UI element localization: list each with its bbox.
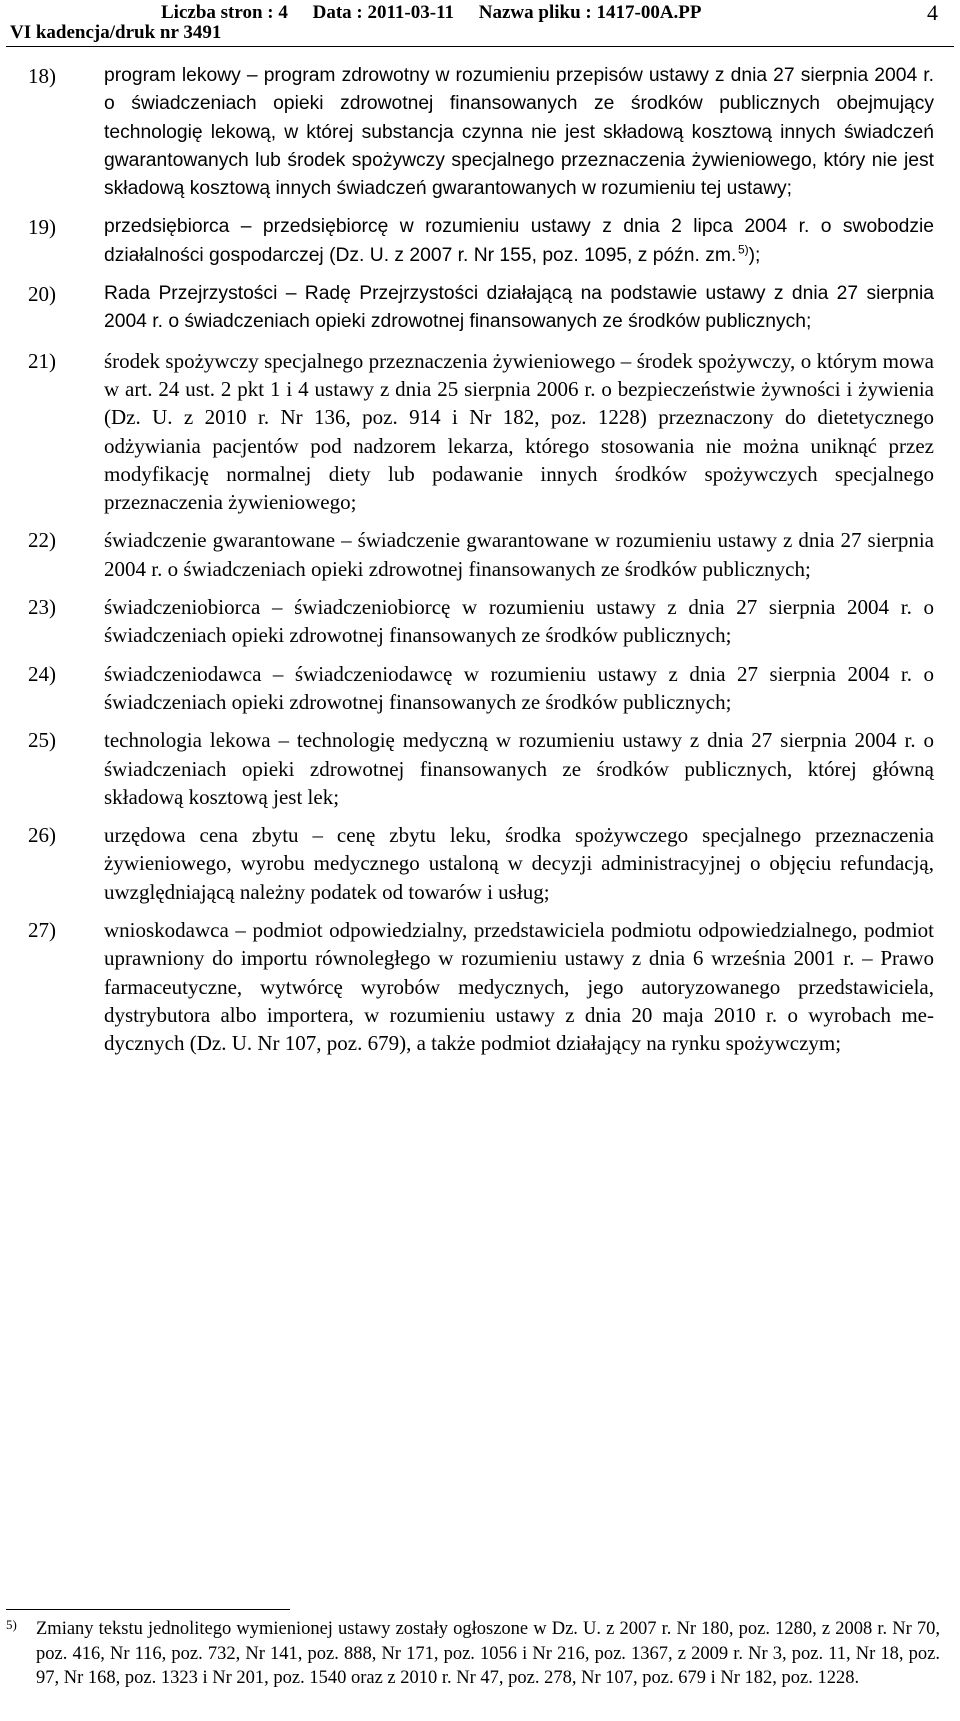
- definition-item: [0, 726, 960, 811]
- definition-item: [0, 660, 960, 717]
- definition-item: [0, 526, 960, 583]
- item-number: 19): [28, 215, 56, 240]
- item-text: świadczenie gwarantowane – świadczenie gwarantowane w rozumieniu ustawy z dnia 27 sierpnia 2004 r. o świadczeniach opieki zdrowotnej finansowanych ze środków publicznych;: [104, 528, 934, 581]
- item-text: środek spożywczy specjalnego przeznaczenia żywieniowego – środek spożywczy, o którym mowa w art. 24 ust. 2 pkt 1 i 4 ustawy z dnia 25 sierpnia 2006 r. o bezpieczeństwie żywności i żywienia (Dz. U. z 2010 r. Nr 136, poz. 914 i Nr 182, poz. 1228) przeznaczony do dietetycznego odżywiania pacjentów pod nadzorem lekarza, którego stosowania nie można uniknąć przez modyfikację normalnej diety lub podawanie innych środków spożywczych specjalnego przeznaczenia żywieniowego;: [104, 348, 934, 515]
- item-text: wnioskodawca – podmiot odpowiedzialny, przedstawiciela podmiotu odpowiedzialnego, podmiot uprawniony do importu równoległego w rozumieniu ustawy z dnia 6 września 2001 r. – Prawo farmaceutyczne, wytwórcę wyrobów medycznych, jego autoryzowanego przedstawiciela, dystrybutora albo importera, w rozumieniu ustawy z dnia 20 maja 2010 r. o wyrobach medycznych (Dz. U. Nr 107, poz. 679), a także podmiot działający na rynku spożywczym;: [104, 918, 934, 1056]
- term-print-number: VI kadencja/druk nr 3491: [10, 22, 222, 43]
- item-number: 24): [28, 661, 56, 686]
- item-number: 27): [28, 918, 56, 943]
- item-number: 18): [28, 64, 56, 88]
- item-text: technologia lekowa – technologię medyczną w rozumieniu ustawy z dnia 27 sierpnia 2004 r. o świadczeniach opieki zdrowotnej finansowanych ze środków publicznych, której główną składową kosztową jest lek;: [104, 728, 934, 809]
- definitions-list: [0, 62, 960, 1068]
- file-name: Nazwa pliku : 1417-00A.PP: [478, 2, 702, 23]
- page-number: 4: [927, 0, 938, 25]
- item-text: świadczeniobiorca – świadczeniobiorcę w rozumieniu ustawy z dnia 27 sierpnia 2004 r. o świadczeniach opieki zdrowotnej finansowanych ze środków publicznych;: [104, 595, 934, 648]
- item-text: świadczeniodawca – świadczeniodawcę w rozumieniu ustawy z dnia 27 sierpnia 2004 r. o świadczeniach opieki zdrowotnej finansowanych ze środków publicznych;: [104, 661, 934, 714]
- item-number: 20): [28, 282, 56, 307]
- footnote-reference: 5): [737, 242, 749, 257]
- item-text: urzędowa cena zbytu – cenę zbytu leku, środka spożywczego specjalnego przeznaczenia żywieniowego, wyrobu medycznego ustaloną w decyzji administracyjnej o objęciu refundacją, uwzględniającą należny podatek od towarów i usług;: [104, 823, 934, 904]
- definition-item: [0, 821, 960, 906]
- footnote: [6, 1617, 940, 1691]
- definition-item: [0, 62, 960, 203]
- item-number: 26): [28, 823, 56, 848]
- definition-item: [0, 593, 960, 650]
- definition-item: [0, 213, 960, 270]
- item-text: Rada Przejrzystości – Radę Przejrzystości działającą na podstawie ustawy z dnia 27 sierpnia 2004 r. o świadczeniach opieki zdrowotnej finansowanych ze środków publicznych;: [104, 283, 934, 333]
- page-header: [6, 0, 954, 47]
- footnote-divider: [6, 1609, 290, 1610]
- header-meta: [161, 2, 722, 24]
- footnote-text: Zmiany tekstu jednolitego wymienionej ustawy zostały ogłoszone w Dz. U. z 2007 r. Nr 180, poz. 1280, z 2008 r. Nr 70, poz. 416, Nr 116, poz. 732, Nr 141, poz. 888, Nr 171, poz. 1056 i Nr 216, poz. 1367, z 2009 r. Nr 3, poz. 11, Nr 18, poz. 97, Nr 168, poz. 1323 i Nr 201, poz. 1540 oraz z 2010 r. Nr 47, poz. 278, Nr 107, poz. 679 i Nr 182, poz. 1228.: [36, 1619, 940, 1688]
- item-text: [104, 213, 934, 270]
- item-number: 21): [28, 348, 56, 373]
- definition-item: [0, 916, 960, 1057]
- item-number: 25): [28, 728, 56, 753]
- definition-item: [0, 347, 960, 517]
- item-number: 23): [28, 595, 56, 620]
- definition-item: [0, 280, 960, 337]
- document-date: Data : 2011-03-11: [312, 2, 455, 23]
- item-text: program lekowy – program zdrowotny w rozumieniu przepisów ustawy z dnia 27 sierpnia 2004 r. o świadczeniach opieki zdrowotnej finansowanych ze środków publicznych obejmujący technologię lekową, w której substancja czynna nie jest składową kosztową innych świadczeń gwarantowanych lub środek spożywczy specjalnego przeznaczenia żywieniowego, który nie jest składową kosztową innych świadczeń gwarantowanych w rozumieniu tej ustawy;: [104, 65, 934, 200]
- item-text-body: przedsiębiorca – przedsiębiorcę w rozumieniu ustawy z dnia 2 lipca 2004 r. o swobodzie działalności gospodarczej (Dz. U. z 2007 r. Nr 155, poz. 1095, z późn. zm.: [104, 216, 934, 266]
- item-text-tail: );: [748, 244, 761, 266]
- page-count: Liczba stron : 4: [161, 2, 288, 23]
- item-number: 22): [28, 528, 56, 553]
- footnote-mark: 5): [6, 1617, 17, 1632]
